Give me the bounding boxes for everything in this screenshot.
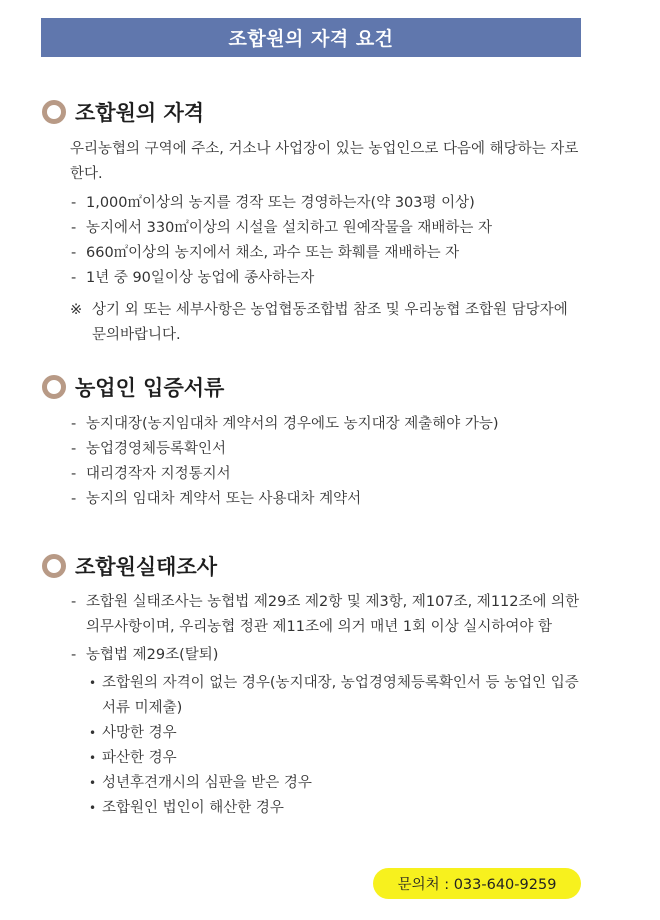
note-mark: ※ — [70, 302, 83, 318]
list-item: - 농지대장(농지임대차 계약서의 경우에도 농지대장 제출해야 가능) — [70, 412, 585, 437]
ring-bullet-icon — [42, 375, 66, 399]
list-item: - 농지의 임대차 계약서 또는 사용대차 계약서 — [70, 487, 585, 512]
list-item: - 660㎡이상의 농지에서 채소, 과수 또는 화훼를 재배하는 자 — [70, 241, 585, 266]
note-text: 상기 외 또는 세부사항은 농업협동조합법 참조 및 우리농협 조합원 담당자에 문의바랍니다. — [92, 302, 568, 343]
sub-list-item: • 파산한 경우 — [89, 746, 585, 771]
list-item: - 농지에서 330㎡이상의 시설을 설치하고 원예작물을 재배하는 자 — [70, 216, 585, 241]
page-banner — [41, 18, 581, 57]
section-documents-header — [42, 372, 224, 402]
ring-bullet-icon — [42, 554, 66, 578]
sub-list-item: • 사망한 경우 — [89, 721, 585, 746]
list-item: - 농협법 제29조(탈퇴) — [70, 643, 585, 668]
sub-list-item: • 조합원의 자격이 없는 경우(농지대장, 농업경영체등록확인서 등 농업인 입증서류 미제출) — [89, 671, 585, 721]
section-title: 농업인 입증서류 — [75, 376, 225, 400]
list-item: - 1,000㎡이상의 농지를 경작 또는 경영하는자(약 303평 이상) — [70, 191, 585, 216]
section-title: 조합원실태조사 — [75, 555, 218, 579]
banner-title: 조합원의 자격 요건 — [228, 28, 394, 50]
list-item: - 조합원 실태조사는 농협법 제29조 제2항 및 제3항, 제107조, 제112조에 의한 의무사항이며, 우리농협 정관 제11조에 의거 매년 1회 이상 실시하여야 함 — [70, 590, 585, 640]
note — [70, 298, 585, 348]
section-qualification-body — [70, 137, 585, 348]
sub-list-item: • 성년후견개시의 심판을 받은 경우 — [89, 771, 585, 796]
list-item: - 1년 중 90일이상 농업에 종사하는자 — [70, 266, 585, 291]
contact-pill — [373, 868, 581, 899]
list-item: - 농업경영체등록확인서 — [70, 437, 585, 462]
qualification-intro: 우리농협의 구역에 주소, 거소나 사업장이 있는 농업인으로 다음에 해당하는 자로 한다. — [70, 141, 579, 182]
ring-bullet-icon — [42, 100, 66, 124]
section-documents-body — [70, 412, 585, 512]
sub-list-item: • 조합원인 법인이 해산한 경우 — [89, 796, 585, 821]
list-item: - 대리경작자 지정통지서 — [70, 462, 585, 487]
section-qualification-header — [42, 97, 204, 127]
section-survey-body — [70, 590, 585, 821]
contact-label: 문의처 : 033-640-9259 — [397, 877, 557, 893]
survey-sub-list — [70, 671, 585, 821]
section-survey-header — [42, 551, 217, 581]
section-title: 조합원의 자격 — [75, 101, 205, 125]
